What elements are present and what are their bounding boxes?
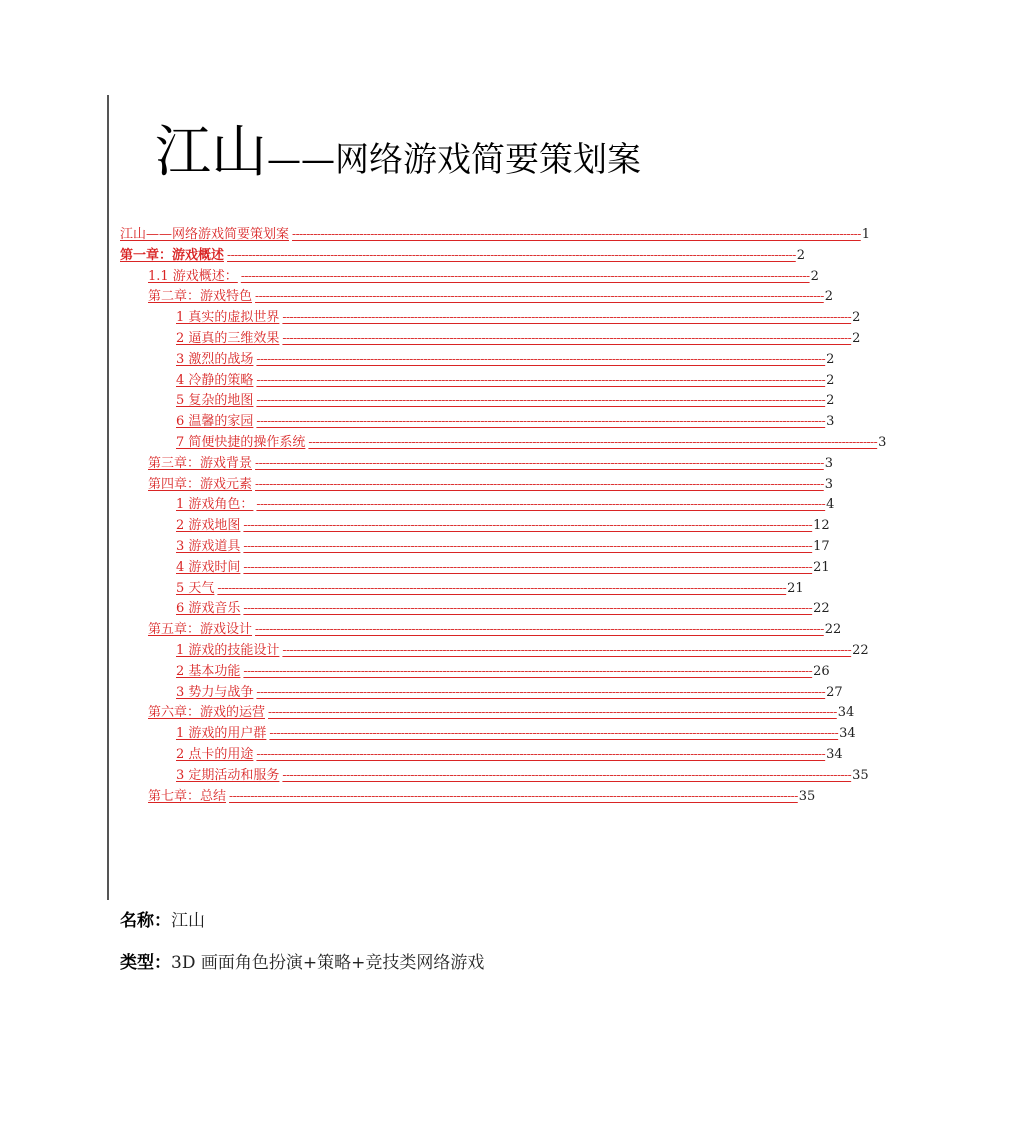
document-title [155,120,641,185]
toc-entry-page: 4 [826,497,835,513]
toc-entry-page: 2 [810,268,819,284]
toc-entry-page: 2 [826,393,835,409]
toc-leader-dots: ---------------------------------------------------------------------------------------------------------------------------------------------------------------- [255,455,824,470]
toc-entry-page: 22 [824,622,842,638]
toc-entry-page: 2 [852,310,861,326]
toc-entry[interactable] [120,245,806,266]
name-label: 名称： [120,911,171,931]
toc-entry-label[interactable]: 3 势力与战争 [176,684,254,700]
toc-leader-dots: ---------------------------------------------------------------------------------------------------------------------------------------------------------------- [282,310,852,325]
toc-leader-dots: ---------------------------------------------------------------------------------------------------------------------------------------------------------------- [243,601,813,616]
toc-entry[interactable] [120,744,843,765]
toc-entry[interactable] [120,286,834,307]
toc-entry[interactable] [120,515,830,536]
toc-entry-page: 17 [813,538,830,554]
toc-leader-dots: ---------------------------------------------------------------------------------------------------------------------------------------------------------------- [255,622,824,637]
toc-entry[interactable] [120,474,834,495]
toc-entry-page: 35 [852,767,869,783]
toc-entry[interactable] [120,494,835,515]
toc-entry[interactable] [120,682,843,703]
toc-entry-label[interactable]: 5 天气 [176,580,215,596]
toc-leader-dots: ---------------------------------------------------------------------------------------------------------------------------------------------------------------- [256,393,826,408]
toc-entry[interactable] [120,390,835,411]
toc-entry-label[interactable]: 3 游戏道具 [176,538,241,554]
toc-entry-label[interactable]: 4 冷静的策略 [176,372,254,388]
toc-entry-page: 3 [826,414,835,430]
toc-entry[interactable] [120,661,830,682]
toc-entry-page: 2 [852,330,861,346]
toc-entry-page: 27 [826,684,843,700]
toc-leader-dots: ---------------------------------------------------------------------------------------------------------------------------------------------------------------- [240,268,810,283]
toc-entry-page: 2 [826,351,835,367]
toc-entry-label[interactable]: 1 游戏角色： [176,497,254,513]
toc-entry[interactable] [120,411,835,432]
toc-leader-dots: ---------------------------------------------------------------------------------------------------------------------------------------------------------------- [282,767,852,782]
toc-entry[interactable] [120,557,830,578]
toc-entry-label[interactable]: 第四章：游戏元素 [148,476,253,492]
toc-leader-dots: ---------------------------------------------------------------------------------------------------------------------------------------------------------------- [292,227,861,241]
toc-entry[interactable] [120,224,871,245]
toc-entry-page: 3 [824,476,834,492]
toc-entry-page: 3 [824,455,834,471]
toc-leader-dots: ---------------------------------------------------------------------------------------------------------------------------------------------------------------- [229,788,798,803]
type-label: 类型： [120,953,171,973]
margin-line [107,95,109,900]
toc-entry[interactable] [120,370,835,391]
toc-entry-page: 22 [852,642,869,658]
name-value: 江山 [171,911,205,931]
toc-leader-dots: ---------------------------------------------------------------------------------------------------------------------------------------------------------------- [269,726,839,741]
toc-entry[interactable] [120,432,887,453]
toc-leader-dots: ---------------------------------------------------------------------------------------------------------------------------------------------------------------- [256,414,826,429]
toc-leader-dots: ---------------------------------------------------------------------------------------------------------------------------------------------------------------- [256,497,826,512]
toc-entry-page: 12 [813,518,830,534]
toc-entry-label[interactable]: 2 基本功能 [176,663,241,679]
toc-entry-label[interactable]: 2 逼真的三维效果 [176,330,280,346]
toc-entry-label[interactable]: 1.1 游戏概述： [148,268,238,284]
toc-entry-label[interactable]: 2 游戏地图 [176,518,241,534]
toc-leader-dots: ---------------------------------------------------------------------------------------------------------------------------------------------------------------- [256,351,826,366]
toc-entry-label[interactable]: 7 简便快捷的操作系统 [176,434,306,450]
toc-entry-label[interactable]: 第二章：游戏特色 [148,289,253,305]
toc-entry-label[interactable]: 1 游戏的技能设计 [176,642,280,658]
toc-entry[interactable] [120,349,835,370]
toc-entry-page: 3 [878,434,887,450]
toc-entry-label[interactable]: 第五章：游戏设计 [148,622,253,638]
toc-entry-page: 2 [826,372,835,388]
toc-leader-dots: ---------------------------------------------------------------------------------------------------------------------------------------------------------------- [243,663,813,678]
toc-leader-dots: ---------------------------------------------------------------------------------------------------------------------------------------------------------------- [256,684,826,699]
toc-entry[interactable] [120,619,842,640]
toc-leader-dots: ---------------------------------------------------------------------------------------------------------------------------------------------------------------- [243,538,813,553]
toc-entry[interactable] [120,786,816,807]
toc-entry-page: 21 [813,559,830,575]
toc-entry-label[interactable]: 1 真实的虚拟世界 [176,310,280,326]
toc-leader-dots: ---------------------------------------------------------------------------------------------------------------------------------------------------------------- [268,705,837,720]
toc-entry-page: 34 [837,705,855,721]
toc-entry-page: 22 [813,601,830,617]
toc-entry-label[interactable]: 第六章：游戏的运营 [148,705,266,721]
toc-entry-page: 2 [796,247,806,263]
toc-entry-label[interactable]: 2 点卡的用途 [176,746,254,762]
toc-entry-label[interactable]: 6 游戏音乐 [176,601,241,617]
toc-entry-page: 21 [787,580,804,596]
toc-entry[interactable] [120,307,861,328]
toc-leader-dots: ---------------------------------------------------------------------------------------------------------------------------------------------------------------- [256,372,826,387]
toc-entry-label[interactable]: 5 复杂的地图 [176,393,254,409]
toc-entry-label[interactable]: 第三章：游戏背景 [148,455,253,471]
toc-entry-label[interactable]: 1 游戏的用户群 [176,726,267,742]
toc-entry[interactable] [120,702,855,723]
toc-entry[interactable] [120,723,856,744]
toc-entry[interactable] [120,640,869,661]
toc-entry-label[interactable]: 3 激烈的战场 [176,351,254,367]
toc-entry-label[interactable]: 3 定期活动和服务 [176,767,280,783]
type-line [120,955,484,972]
toc-entry[interactable] [120,328,861,349]
type-value: 3D 画面角色扮演+策略+竞技类网络游戏 [171,953,485,973]
toc-leader-dots: ---------------------------------------------------------------------------------------------------------------------------------------------------------------- [243,559,813,574]
toc-entry-page: 34 [826,746,843,762]
toc-leader-dots: ---------------------------------------------------------------------------------------------------------------------------------------------------------------- [255,476,824,491]
toc-leader-dots: ---------------------------------------------------------------------------------------------------------------------------------------------------------------- [282,330,852,345]
toc-entry[interactable] [120,536,830,557]
name-line [120,913,205,930]
toc-leader-dots: ---------------------------------------------------------------------------------------------------------------------------------------------------------------- [217,580,787,595]
title-subtitle: ——网络游戏简要策划案 [267,140,641,180]
toc-entry-page: 2 [824,289,834,305]
toc-entry-label[interactable]: 江山——网络游戏简要策划案 [120,227,290,242]
toc-leader-dots: ---------------------------------------------------------------------------------------------------------------------------------------------------------------- [282,642,852,657]
toc-entry-page: 34 [839,726,856,742]
toc-entry-page: 35 [798,788,816,804]
toc-entry[interactable] [120,578,804,599]
title-main: 江山 [155,120,267,185]
toc-entry-label[interactable]: 6 温馨的家园 [176,414,254,430]
table-of-contents [120,224,887,806]
toc-entry[interactable] [120,453,834,474]
toc-entry-label[interactable]: 第一章：游戏概述 [120,247,225,263]
toc-entry-page: 26 [813,663,830,679]
toc-entry[interactable] [120,765,869,786]
toc-entry-label[interactable]: 第七章：总结 [148,788,227,804]
toc-entry[interactable] [120,598,830,619]
toc-entry-page: 1 [861,227,871,242]
toc-leader-dots: ---------------------------------------------------------------------------------------------------------------------------------------------------------------- [255,289,824,304]
toc-leader-dots: ---------------------------------------------------------------------------------------------------------------------------------------------------------------- [243,518,813,533]
toc-leader-dots: ---------------------------------------------------------------------------------------------------------------------------------------------------------------- [256,746,826,761]
toc-entry[interactable] [120,266,819,287]
toc-leader-dots: ---------------------------------------------------------------------------------------------------------------------------------------------------------------- [227,247,796,262]
toc-entry-label[interactable]: 4 游戏时间 [176,559,241,575]
toc-leader-dots: ---------------------------------------------------------------------------------------------------------------------------------------------------------------- [308,434,878,449]
